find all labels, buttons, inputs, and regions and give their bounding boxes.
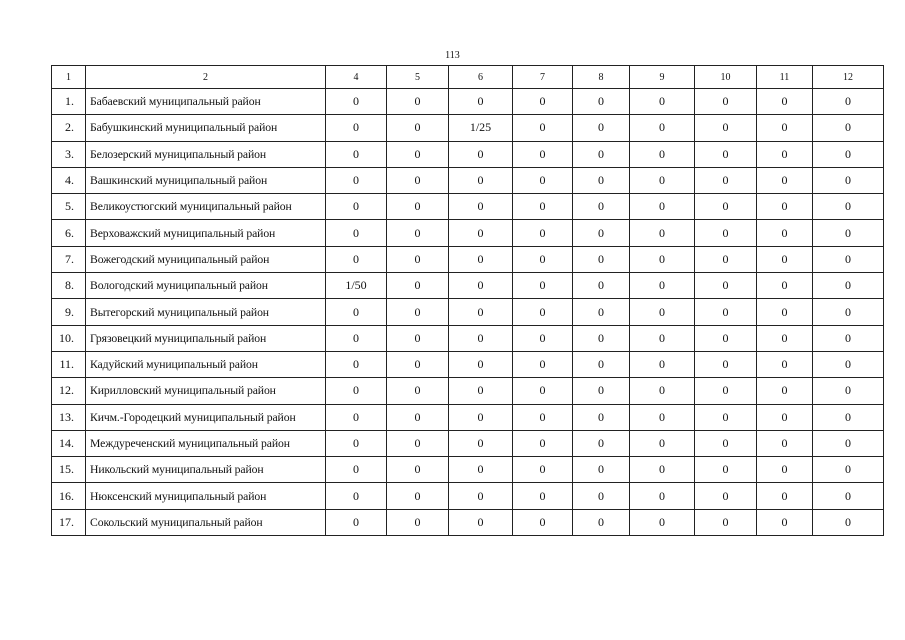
row-number: 16. xyxy=(52,483,86,509)
row-number: 17. xyxy=(52,509,86,535)
value-cell: 0 xyxy=(573,457,630,483)
column-header-11: 11 xyxy=(757,66,813,89)
table-row xyxy=(52,457,884,483)
row-number: 13. xyxy=(52,404,86,430)
value-cell: 0 xyxy=(695,509,757,535)
district-name: Нюксенский муниципальный район xyxy=(86,483,326,509)
value-cell: 0 xyxy=(630,404,695,430)
value-cell: 0 xyxy=(630,141,695,167)
value-cell: 0 xyxy=(573,325,630,351)
value-cell: 0 xyxy=(757,483,813,509)
value-cell: 0 xyxy=(573,141,630,167)
value-cell: 0 xyxy=(630,483,695,509)
value-cell: 0 xyxy=(326,141,387,167)
district-name: Великоустюгский муниципальный район xyxy=(86,194,326,220)
value-cell: 1/25 xyxy=(449,115,513,141)
value-cell: 0 xyxy=(513,194,573,220)
value-cell: 0 xyxy=(387,141,449,167)
value-cell: 0 xyxy=(449,509,513,535)
value-cell: 0 xyxy=(513,325,573,351)
value-cell: 0 xyxy=(695,167,757,193)
value-cell: 0 xyxy=(513,378,573,404)
table-row xyxy=(52,325,884,351)
table-row xyxy=(52,220,884,246)
value-cell: 0 xyxy=(387,378,449,404)
value-cell: 0 xyxy=(513,483,573,509)
value-cell: 0 xyxy=(573,220,630,246)
value-cell: 0 xyxy=(573,351,630,377)
value-cell: 0 xyxy=(695,220,757,246)
value-cell: 0 xyxy=(573,194,630,220)
value-cell: 0 xyxy=(630,273,695,299)
value-cell: 0 xyxy=(449,167,513,193)
value-cell: 0 xyxy=(695,430,757,456)
value-cell: 0 xyxy=(573,115,630,141)
table-body xyxy=(52,89,884,536)
value-cell: 0 xyxy=(813,115,884,141)
row-number: 15. xyxy=(52,457,86,483)
value-cell: 0 xyxy=(326,220,387,246)
value-cell: 0 xyxy=(813,299,884,325)
district-name: Кадуйский муниципальный район xyxy=(86,351,326,377)
value-cell: 0 xyxy=(387,194,449,220)
value-cell: 0 xyxy=(630,378,695,404)
value-cell: 0 xyxy=(813,509,884,535)
value-cell: 0 xyxy=(573,167,630,193)
column-header-4: 4 xyxy=(326,66,387,89)
value-cell: 0 xyxy=(387,483,449,509)
row-number: 7. xyxy=(52,246,86,272)
value-cell: 0 xyxy=(757,378,813,404)
table-row xyxy=(52,430,884,456)
value-cell: 0 xyxy=(630,115,695,141)
value-cell: 0 xyxy=(513,89,573,115)
value-cell: 0 xyxy=(326,299,387,325)
value-cell: 0 xyxy=(387,351,449,377)
value-cell: 0 xyxy=(813,457,884,483)
district-name: Бабаевский муниципальный район xyxy=(86,89,326,115)
value-cell: 0 xyxy=(326,115,387,141)
table-row xyxy=(52,246,884,272)
column-header-1: 1 xyxy=(52,66,86,89)
value-cell: 0 xyxy=(630,299,695,325)
value-cell: 0 xyxy=(513,457,573,483)
value-cell: 0 xyxy=(573,483,630,509)
value-cell: 0 xyxy=(449,430,513,456)
value-cell: 0 xyxy=(757,141,813,167)
value-cell: 0 xyxy=(326,89,387,115)
district-name: Верховажский муниципальный район xyxy=(86,220,326,246)
value-cell: 0 xyxy=(449,483,513,509)
header-row xyxy=(52,66,884,89)
value-cell: 0 xyxy=(695,351,757,377)
column-header-6: 6 xyxy=(449,66,513,89)
value-cell: 0 xyxy=(513,246,573,272)
value-cell: 0 xyxy=(813,141,884,167)
value-cell: 0 xyxy=(326,404,387,430)
value-cell: 0 xyxy=(630,246,695,272)
value-cell: 0 xyxy=(387,457,449,483)
value-cell: 0 xyxy=(813,194,884,220)
value-cell: 0 xyxy=(813,325,884,351)
value-cell: 0 xyxy=(573,273,630,299)
value-cell: 0 xyxy=(387,509,449,535)
row-number: 5. xyxy=(52,194,86,220)
value-cell: 0 xyxy=(449,246,513,272)
value-cell: 0 xyxy=(387,220,449,246)
table-row xyxy=(52,115,884,141)
row-number: 14. xyxy=(52,430,86,456)
district-name: Белозерский муниципальный район xyxy=(86,141,326,167)
value-cell: 0 xyxy=(326,430,387,456)
value-cell: 0 xyxy=(813,483,884,509)
value-cell: 0 xyxy=(757,404,813,430)
value-cell: 0 xyxy=(513,509,573,535)
value-cell: 0 xyxy=(449,378,513,404)
value-cell: 0 xyxy=(449,141,513,167)
value-cell: 0 xyxy=(695,89,757,115)
value-cell: 0 xyxy=(813,430,884,456)
value-cell: 0 xyxy=(326,325,387,351)
value-cell: 0 xyxy=(757,246,813,272)
value-cell: 0 xyxy=(695,141,757,167)
district-name: Кичм.-Городецкий муниципальный район xyxy=(86,404,326,430)
value-cell: 0 xyxy=(449,299,513,325)
value-cell: 0 xyxy=(513,273,573,299)
district-name: Вожегодский муниципальный район xyxy=(86,246,326,272)
row-number: 1. xyxy=(52,89,86,115)
value-cell: 0 xyxy=(757,430,813,456)
district-name: Междуреченский муниципальный район xyxy=(86,430,326,456)
value-cell: 0 xyxy=(695,246,757,272)
value-cell: 0 xyxy=(695,457,757,483)
column-header-12: 12 xyxy=(813,66,884,89)
table-row xyxy=(52,299,884,325)
value-cell: 0 xyxy=(513,220,573,246)
district-name: Сокольский муниципальный район xyxy=(86,509,326,535)
value-cell: 0 xyxy=(387,430,449,456)
value-cell: 0 xyxy=(573,89,630,115)
value-cell: 0 xyxy=(449,457,513,483)
value-cell: 0 xyxy=(630,194,695,220)
value-cell: 0 xyxy=(695,115,757,141)
table-row xyxy=(52,404,884,430)
value-cell: 0 xyxy=(695,194,757,220)
value-cell: 0 xyxy=(513,430,573,456)
value-cell: 0 xyxy=(326,351,387,377)
value-cell: 0 xyxy=(813,404,884,430)
district-name: Грязовецкий муниципальный район xyxy=(86,325,326,351)
value-cell: 0 xyxy=(573,404,630,430)
table-row xyxy=(52,378,884,404)
district-table xyxy=(51,65,884,536)
row-number: 10. xyxy=(52,325,86,351)
value-cell: 0 xyxy=(387,89,449,115)
value-cell: 0 xyxy=(573,378,630,404)
value-cell: 0 xyxy=(573,509,630,535)
value-cell: 0 xyxy=(630,89,695,115)
value-cell: 0 xyxy=(630,457,695,483)
value-cell: 0 xyxy=(513,167,573,193)
value-cell: 0 xyxy=(695,299,757,325)
value-cell: 0 xyxy=(513,299,573,325)
value-cell: 0 xyxy=(757,89,813,115)
district-name: Кирилловский муниципальный район xyxy=(86,378,326,404)
value-cell: 0 xyxy=(449,325,513,351)
value-cell: 0 xyxy=(513,351,573,377)
value-cell: 0 xyxy=(695,273,757,299)
value-cell: 0 xyxy=(449,404,513,430)
row-number: 11. xyxy=(52,351,86,377)
value-cell: 0 xyxy=(757,115,813,141)
value-cell: 0 xyxy=(573,299,630,325)
value-cell: 0 xyxy=(573,430,630,456)
value-cell: 0 xyxy=(813,378,884,404)
value-cell: 0 xyxy=(326,246,387,272)
district-name: Бабушкинский муниципальный район xyxy=(86,115,326,141)
value-cell: 0 xyxy=(630,220,695,246)
table-row xyxy=(52,509,884,535)
district-name: Никольский муниципальный район xyxy=(86,457,326,483)
value-cell: 0 xyxy=(695,325,757,351)
table-row xyxy=(52,89,884,115)
value-cell: 0 xyxy=(513,115,573,141)
value-cell: 0 xyxy=(387,115,449,141)
value-cell: 0 xyxy=(326,483,387,509)
row-number: 4. xyxy=(52,167,86,193)
value-cell: 0 xyxy=(813,89,884,115)
value-cell: 0 xyxy=(387,246,449,272)
row-number: 2. xyxy=(52,115,86,141)
district-name: Вашкинский муниципальный район xyxy=(86,167,326,193)
value-cell: 0 xyxy=(326,509,387,535)
value-cell: 0 xyxy=(757,509,813,535)
value-cell: 0 xyxy=(757,167,813,193)
value-cell: 0 xyxy=(449,89,513,115)
value-cell: 0 xyxy=(449,273,513,299)
row-number: 3. xyxy=(52,141,86,167)
value-cell: 0 xyxy=(757,220,813,246)
column-header-10: 10 xyxy=(695,66,757,89)
value-cell: 0 xyxy=(757,325,813,351)
value-cell: 0 xyxy=(813,220,884,246)
value-cell: 0 xyxy=(449,194,513,220)
value-cell: 0 xyxy=(695,404,757,430)
value-cell: 0 xyxy=(387,167,449,193)
value-cell: 0 xyxy=(449,351,513,377)
value-cell: 0 xyxy=(387,404,449,430)
table-row xyxy=(52,273,884,299)
value-cell: 0 xyxy=(326,194,387,220)
column-header-8: 8 xyxy=(573,66,630,89)
value-cell: 0 xyxy=(813,246,884,272)
row-number: 9. xyxy=(52,299,86,325)
value-cell: 1/50 xyxy=(326,273,387,299)
value-cell: 0 xyxy=(757,351,813,377)
value-cell: 0 xyxy=(695,378,757,404)
value-cell: 0 xyxy=(813,273,884,299)
value-cell: 0 xyxy=(449,220,513,246)
value-cell: 0 xyxy=(630,509,695,535)
column-header-2: 2 xyxy=(86,66,326,89)
value-cell: 0 xyxy=(387,325,449,351)
row-number: 6. xyxy=(52,220,86,246)
value-cell: 0 xyxy=(326,167,387,193)
page-number: 113 xyxy=(445,50,460,61)
table-row xyxy=(52,194,884,220)
district-name: Вологодский муниципальный район xyxy=(86,273,326,299)
value-cell: 0 xyxy=(387,299,449,325)
value-cell: 0 xyxy=(813,351,884,377)
value-cell: 0 xyxy=(757,273,813,299)
value-cell: 0 xyxy=(757,457,813,483)
value-cell: 0 xyxy=(757,299,813,325)
table-row xyxy=(52,483,884,509)
row-number: 12. xyxy=(52,378,86,404)
value-cell: 0 xyxy=(513,141,573,167)
value-cell: 0 xyxy=(757,194,813,220)
column-header-9: 9 xyxy=(630,66,695,89)
value-cell: 0 xyxy=(387,273,449,299)
table-row xyxy=(52,141,884,167)
value-cell: 0 xyxy=(573,246,630,272)
district-name: Вытегорский муниципальный район xyxy=(86,299,326,325)
value-cell: 0 xyxy=(813,167,884,193)
column-header-5: 5 xyxy=(387,66,449,89)
value-cell: 0 xyxy=(695,483,757,509)
value-cell: 0 xyxy=(630,351,695,377)
row-number: 8. xyxy=(52,273,86,299)
value-cell: 0 xyxy=(630,430,695,456)
value-cell: 0 xyxy=(326,378,387,404)
value-cell: 0 xyxy=(513,404,573,430)
table-row xyxy=(52,351,884,377)
column-header-7: 7 xyxy=(513,66,573,89)
value-cell: 0 xyxy=(630,167,695,193)
value-cell: 0 xyxy=(326,457,387,483)
value-cell: 0 xyxy=(630,325,695,351)
table-row xyxy=(52,167,884,193)
